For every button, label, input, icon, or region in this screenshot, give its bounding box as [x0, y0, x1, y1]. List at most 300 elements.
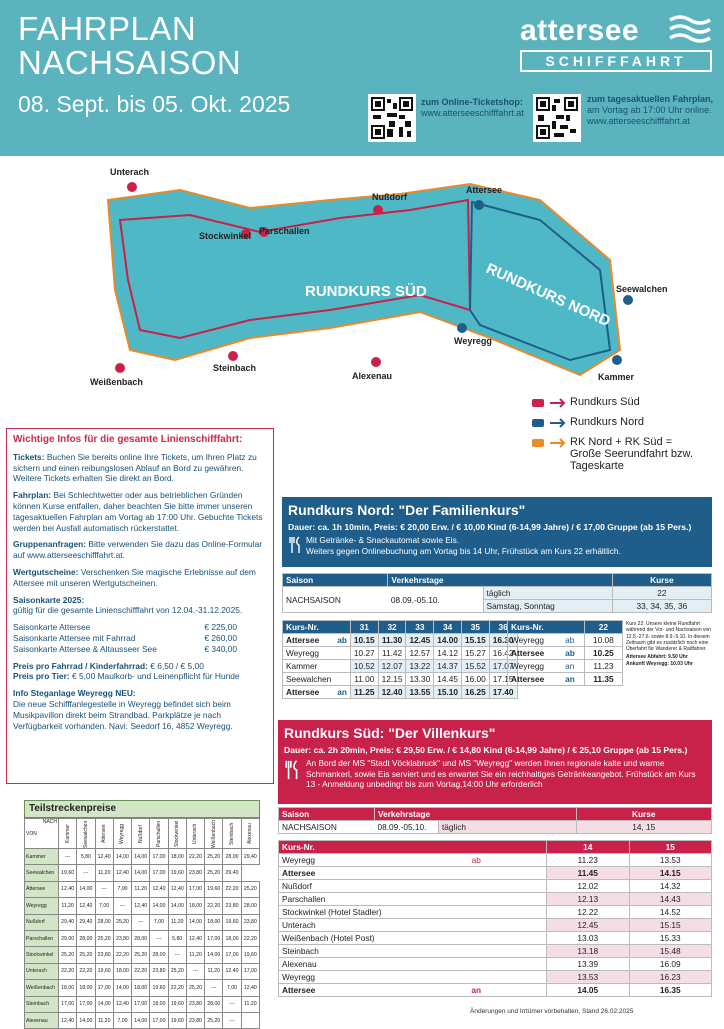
stop-tag [407, 880, 547, 893]
time-cell: 10.25 [584, 647, 622, 660]
tsp-cell: 19,60 [168, 996, 186, 1012]
tsp-cell: 11,20 [205, 963, 223, 979]
tsp-cell: 28,00 [150, 947, 168, 963]
tsp-cell: 12,40 [113, 865, 131, 881]
tsp-row-name: Nußdorf [25, 914, 59, 930]
qr-code-ticketshop[interactable] [368, 94, 416, 142]
info-steganlage: Info Steganlage Weyregg NEU: Die neue Schifffanlegestelle in Weyregg befindet sich beim Musikpavillon direkt beim Strandbad. Parkplätze je nach Verfügbarkeit vorhanden. Navi: Seedorf 16, 4852 Weyregg. [13, 688, 233, 731]
tsp-cell: 11,20 [241, 996, 259, 1012]
teilstrecken-title: Teilstreckenpreise [24, 800, 260, 818]
tsp-cell: 23,80 [186, 1012, 204, 1028]
table-row [25, 996, 260, 1012]
kurs-number: 35 [461, 621, 489, 634]
lake-shape [108, 184, 620, 375]
waves-icon [668, 14, 712, 44]
tsp-cell: 18,00 [205, 914, 223, 930]
tsp-cell: 28,00 [205, 996, 223, 1012]
tsp-cell: 29,40 [241, 849, 259, 865]
tsp-cell: 17,00 [77, 996, 95, 1012]
stop-name: Attersee [508, 647, 563, 660]
tsp-cell: 19,60 [59, 865, 77, 881]
tsp-cell: --- [205, 980, 223, 996]
info-fahrrad: Preis pro Fahrrad / Kinderfahrrad: € 6,50 / € 5,00 Preis pro Tier: € 5,00 Maulkorb- und Leinenpflicht für Hunde [13, 660, 240, 682]
time-cell: 17.07 [489, 660, 517, 673]
time-cell: 15.52 [461, 660, 489, 673]
stop-label: Nußdorf [372, 192, 407, 202]
tsp-row-name: Steinbach [25, 996, 59, 1012]
tsp-cell: 23,80 [186, 865, 204, 881]
stop-marker [228, 351, 238, 361]
ship-arrow-orange-icon [530, 436, 570, 450]
table-row [279, 971, 712, 984]
stop-tag: ab [334, 634, 350, 647]
table-row [283, 634, 518, 647]
time-cell: 13.53 [547, 971, 630, 984]
stop-name: Attersee [279, 984, 407, 997]
info-tickets: Tickets: Buchen Sie bereits online Ihre Tickets, um Ihren Platz zu sichern und einen reibungslosen Ablauf an Bord zu gewähren. Weitere Tickets erhalten Sie direkt an Bord. [13, 451, 257, 484]
stop-name: Weißenbach (Hotel Post) [279, 932, 407, 945]
tsp-cell: 7,00 [223, 980, 241, 996]
stop-label: Unterach [110, 167, 150, 177]
time-cell: 11.23 [584, 660, 622, 673]
table-row [25, 1012, 260, 1028]
stop-tag [407, 867, 547, 880]
tsp-cell: 25,20 [95, 930, 113, 946]
tsp-row-name: Weyregg [25, 898, 59, 914]
map-label-sued: RUNDKURS SÜD [305, 283, 427, 300]
tsp-cell: 19,60 [168, 865, 186, 881]
tsp-cell: --- [223, 996, 241, 1012]
tsp-cell: 25,20 [205, 865, 223, 881]
tsp-cell: 19,60 [95, 963, 113, 979]
kurs-number: 33 [406, 621, 434, 634]
table-row [25, 898, 260, 914]
table-row [279, 854, 712, 867]
nord-note: Mit Getränke- & Snackautomat sowie Eis. Weiters gegen Onlinebuchung am Vortag bis 14 Uhr, Frühstück am Kurs 22 erhältlich. [288, 535, 706, 556]
info-gruppen: Gruppenanfragen: Bitte verwenden Sie dazu das Online-Formular auf www.atterseeschifffahrt.at. [13, 539, 263, 561]
tsp-col-header: Nußdorf [132, 819, 150, 849]
tsp-row-name: Stockwinkel [25, 947, 59, 963]
stop-tag: an [562, 673, 584, 686]
tsp-cell: 17,00 [186, 881, 204, 897]
stop-marker [612, 355, 622, 365]
tsp-cell: 11,20 [168, 914, 186, 930]
stop-tag: ab [407, 854, 547, 867]
tsp-row-name: Weißenbach [25, 980, 59, 996]
tsp-cell: 14,00 [168, 898, 186, 914]
time-cell: 15.27 [461, 647, 489, 660]
tsp-row-name: Attersee [25, 881, 59, 897]
tsp-col-header: Seewalchen [77, 819, 95, 849]
stop-label: Attersee [466, 185, 503, 195]
table-row [283, 660, 518, 673]
time-cell: 16.35 [629, 984, 712, 997]
tsp-row-name: Parschallen [25, 930, 59, 946]
stop-label: Stockwinkel [199, 231, 252, 241]
stop-label: Alexenau [352, 371, 393, 381]
time-cell: 12.07 [378, 660, 406, 673]
table-row [279, 919, 712, 932]
time-cell: 10.15 [350, 634, 378, 647]
kurs-number: 32 [378, 621, 406, 634]
info-fahrplan: Fahrplan: Bei Schlechtwetter oder aus betrieblichen Gründen können Kurse entfallen, daher beachten Sie bitte immer unseren tagesaktuellen Fahrplan am Vortag ab 17:00 Uhr. Gebuchte Tickets werden bei Ausfall automatisch rückerstattet. [13, 490, 263, 533]
tsp-cell: 22,20 [132, 963, 150, 979]
stop-name: Alexenau [279, 958, 407, 971]
stop-name: Weyregg [279, 971, 407, 984]
stop-label: Steinbach [213, 363, 257, 373]
time-cell: 14.12 [434, 647, 462, 660]
stop-name: Weyregg [283, 647, 335, 660]
stop-tag: an [562, 660, 584, 673]
cutlery-icon [288, 536, 302, 554]
tsp-cell: 28,00 [77, 930, 95, 946]
time-cell: 11.00 [350, 673, 378, 686]
tsp-cell: 17,00 [241, 963, 259, 979]
time-cell: 12.57 [406, 647, 434, 660]
stop-label: Seewalchen [616, 284, 668, 294]
ship-arrow-red-icon [530, 396, 570, 410]
time-cell: 13.53 [629, 854, 712, 867]
tsp-cell: 14,00 [150, 898, 168, 914]
stop-tag: an [407, 984, 547, 997]
time-cell: 12.45 [406, 634, 434, 647]
stop-tag: an [334, 686, 350, 699]
legend-both: RK Nord + RK Süd = Große Seerundfahrt bzw. Tageskarte [530, 436, 720, 472]
time-cell: 14.05 [547, 984, 630, 997]
stop-name: Stockwinkel (Hotel Stadler) [279, 906, 407, 919]
tsp-cell: 12,40 [223, 963, 241, 979]
nord-timetable: Kurs-Nr. 31 32 33 34 35 36 Attersee ab 10.15 11.30 12.45 14.00 15.15 16.30 Weyregg 10.27 11.42 12.57 14.12 15.27 16.42 Kammer 10.52 12.07 13.22 14.37 15.52 17.07 Seewalchen 11.00 12.15 13.30 14.45 16.00 17.15 Attersee an 11.25 12.40 13.55 15.10 16.25 17.40 [282, 620, 518, 699]
time-cell: 13.22 [406, 660, 434, 673]
table-row [279, 867, 712, 880]
table-row [25, 963, 260, 979]
kurs-number: 36 [489, 621, 517, 634]
tsp-cell: 14,00 [113, 849, 131, 865]
stop-name: Parschallen [279, 893, 407, 906]
stop-tag [407, 971, 547, 984]
stop-name: Unterach [279, 919, 407, 932]
time-cell: 17.40 [489, 686, 517, 699]
table-row [508, 660, 623, 673]
stop-label: Weyregg [454, 336, 492, 346]
tsp-cell: 28,00 [223, 849, 241, 865]
kurs-number: 15 [629, 841, 712, 854]
tsp-cell: 14,00 [132, 865, 150, 881]
time-cell: 16.30 [489, 634, 517, 647]
tsp-cell: --- [59, 849, 77, 865]
time-cell: 14.43 [629, 893, 712, 906]
tsp-cell: 14,00 [205, 947, 223, 963]
tsp-cell: 14,00 [77, 1012, 95, 1028]
stop-marker [115, 363, 125, 373]
tsp-cell: 17,00 [205, 930, 223, 946]
tsp-cell: 28,00 [132, 930, 150, 946]
tsp-row-name: Seewalchen [25, 865, 59, 881]
time-cell: 12.15 [378, 673, 406, 686]
stop-name: Attersee [283, 686, 335, 699]
tsp-cell: 14,00 [95, 996, 113, 1012]
table-row [283, 686, 518, 699]
tsp-cell: 29,40 [223, 865, 241, 881]
tsp-cell: --- [223, 1012, 241, 1028]
tsp-cell: --- [95, 881, 113, 897]
tsp-cell: 18,00 [223, 930, 241, 946]
tsp-cell [241, 1012, 259, 1028]
tsp-col-header: Parschallen [150, 819, 168, 849]
tsp-cell: 12,40 [59, 881, 77, 897]
stop-name: Attersee [283, 634, 335, 647]
time-cell: 14.15 [629, 867, 712, 880]
tsp-cell: 22,20 [77, 963, 95, 979]
tsp-cell: 25,20 [77, 947, 95, 963]
info-gutscheine: Wertgutscheine: Verschenken Sie magische Erlebnisse auf dem Attersee mit unseren Wertgutscheinen. [13, 566, 256, 588]
qr-ticketshop-text: zum Online-Ticketshop: www.atterseeschifffahrt.at [421, 97, 524, 118]
tsp-cell: 18,00 [59, 980, 77, 996]
stop-tag [407, 919, 547, 932]
time-cell: 12.45 [547, 919, 630, 932]
tsp-cell: 23,80 [186, 996, 204, 1012]
stop-marker [474, 200, 484, 210]
stop-label: Weißenbach [90, 377, 143, 387]
legend-sued: Rundkurs Süd [530, 396, 720, 410]
tsp-cell: --- [186, 963, 204, 979]
table-row [279, 893, 712, 906]
tsp-col-header: Kammer [59, 819, 77, 849]
stop-name: Attersee [279, 867, 407, 880]
tsp-cell: 14,00 [132, 1012, 150, 1028]
tsp-cell: 22,20 [59, 963, 77, 979]
tsp-cell: 11,20 [59, 898, 77, 914]
tsp-cell: 25,20 [205, 849, 223, 865]
tsp-cell: 17,00 [150, 1012, 168, 1028]
tsp-cell: 18,00 [186, 898, 204, 914]
tsp-cell: 23,80 [95, 947, 113, 963]
tsp-col-header: Weyregg [113, 819, 131, 849]
time-cell: 14.52 [629, 906, 712, 919]
time-cell: 14.00 [434, 634, 462, 647]
tsp-cell: 17,00 [223, 947, 241, 963]
tsp-cell: 19,60 [168, 1012, 186, 1028]
sued-title: Rundkurs Süd: "Der Villenkurs" [284, 725, 496, 741]
tsp-cell: 25,20 [168, 963, 186, 979]
tsp-col-header: Stockwinkel [168, 819, 186, 849]
table-row [279, 932, 712, 945]
stop-tag [334, 660, 350, 673]
table-row [25, 914, 260, 930]
tsp-cell: 18,00 [168, 849, 186, 865]
table-row [283, 673, 518, 686]
tsp-cell: 23,80 [150, 963, 168, 979]
table-row [279, 906, 712, 919]
stop-tag [334, 647, 350, 660]
tsp-cell: 11,20 [95, 865, 113, 881]
sued-timetable: Kurs-Nr. 14 15 Weyregg ab 11.23 13.53 Attersee 11.45 14.15 Nußdorf 12.02 14.32 Parschallen 12.13 14.43 Stockwinkel (Hotel Stadler) 12.22 14.52 Unterach 12.45 15.15 Weißenbach (Hotel Post) 13.03 15.33 Steinbach 13.18 15.48 Alexenau 13.39 16.09 Weyregg 13.53 16.23 Attersee an 14.05 16.35 [278, 840, 712, 997]
tsp-row-name: Alexenau [25, 1012, 59, 1028]
table-row [25, 930, 260, 946]
tsp-cell: 19,60 [241, 947, 259, 963]
time-cell: 16.09 [629, 958, 712, 971]
info-saisonkarte: Saisonkarte 2025: gültig für die gesamte Linienschifffahrt von 12.04.-31.12.2025. [13, 594, 243, 616]
tsp-cell: 22,20 [113, 947, 131, 963]
time-cell: 16.00 [461, 673, 489, 686]
tsp-cell: 29,40 [77, 914, 95, 930]
time-cell: 11.30 [378, 634, 406, 647]
table-row [25, 849, 260, 865]
time-cell: 16.25 [461, 686, 489, 699]
nord-season-table: Saison Verkehrstage Kurse NACHSAISON 08.09.-05.10. täglich 22 Samstag, Sonntag 33, 34, 35, 36 [282, 573, 712, 613]
saisonkarte-prices: Saisonkarte Attersee Saisonkarte Attersee mit Fahrrad Saisonkarte Attersee & Altausseer See € 225,00 € 260,00 € 340,00 [13, 622, 237, 654]
tsp-cell: --- [132, 914, 150, 930]
time-cell: 13.18 [547, 945, 630, 958]
map-legend [530, 396, 720, 478]
tsp-cell: 22,20 [241, 930, 259, 946]
tsp-cell: 23,80 [113, 930, 131, 946]
stop-tag: ab [562, 634, 584, 647]
time-cell: 14.32 [629, 880, 712, 893]
time-cell: 15.10 [434, 686, 462, 699]
page-title: FAHRPLAN NACHSAISON [18, 10, 242, 81]
tsp-cell: 7,00 [113, 1012, 131, 1028]
tsp-cell: 25,20 [59, 947, 77, 963]
time-cell: 10.52 [350, 660, 378, 673]
kurs-number: 14 [547, 841, 630, 854]
tsp-cell: --- [113, 898, 131, 914]
time-cell: 13.03 [547, 932, 630, 945]
qr-code-fahrplan[interactable] [533, 94, 581, 142]
tsp-cell: --- [168, 947, 186, 963]
stop-marker [127, 182, 137, 192]
time-cell: 15.15 [461, 634, 489, 647]
tsp-corner: NACH VON [25, 819, 59, 849]
time-cell: 17.15 [489, 673, 517, 686]
tsp-cell: 17,00 [150, 865, 168, 881]
tsp-cell: 29,00 [59, 930, 77, 946]
tsp-cell: 14,00 [113, 980, 131, 996]
stop-marker [373, 205, 383, 215]
tsp-cell: 14,00 [186, 914, 204, 930]
legend-nord: Rundkurs Nord [530, 416, 720, 430]
tsp-cell: --- [150, 930, 168, 946]
tsp-cell: 17,00 [95, 980, 113, 996]
table-row [279, 958, 712, 971]
nord-dauer: Dauer: ca. 1h 10min, Preis: € 20,00 Erw. / € 10,00 Kind (6-14,99 Jahre) / € 17,00 Gruppe (ab 15 Pers.) [288, 522, 692, 532]
kurs22-timetable: Kurs-Nr. 22 Weyregg ab 10.08 Attersee ab 10.25 Weyregg an 11.23 Attersee an 11.35 [507, 620, 623, 686]
stop-name: Weyregg [508, 660, 563, 673]
qr-icon [536, 97, 578, 139]
tsp-cell: 19,60 [223, 914, 241, 930]
time-cell: 11.23 [547, 854, 630, 867]
kurs-number: 34 [434, 621, 462, 634]
tsp-cell: 12,40 [241, 980, 259, 996]
tsp-cell: 12,40 [186, 930, 204, 946]
tsp-cell: 18,00 [132, 980, 150, 996]
ship-arrow-blue-icon [530, 416, 570, 430]
tsp-cell: 18,00 [113, 963, 131, 979]
info-heading: Wichtige Infos für die gesamte Linienschifffahrt: [13, 434, 243, 445]
tsp-cell: 5,80 [77, 849, 95, 865]
stop-name: Attersee [508, 673, 563, 686]
tsp-cell: 25,20 [132, 947, 150, 963]
sued-note: An Bord der MS "Stadt Vöcklabruck" und MS "Weyregg" werden Ihnen regionale kalte und warme Schmankerl, sowie Eis serviert und es erwartet Sie ein reichhaltiges Getränkeangebot. Frühstück am Kurs 13 - Anmeldung unbedingt bis zum Vortag,14:00 Uhr erforderlich [284, 758, 706, 790]
tsp-cell: 7,00 [113, 881, 131, 897]
table-row [25, 881, 260, 897]
stop-name: Kammer [283, 660, 335, 673]
tsp-cell: 25,20 [113, 914, 131, 930]
stop-marker [623, 295, 633, 305]
info-box [6, 428, 274, 784]
table-row [25, 980, 260, 996]
tsp-cell: 18,00 [150, 996, 168, 1012]
table-row [508, 647, 623, 660]
tsp-cell: 7,00 [95, 898, 113, 914]
tsp-col-header: Steinbach [223, 819, 241, 849]
tsp-cell: 11,20 [186, 947, 204, 963]
stop-name: Seewalchen [283, 673, 335, 686]
time-cell: 16.42 [489, 647, 517, 660]
tsp-cell: 17,00 [59, 996, 77, 1012]
table-row [508, 673, 623, 686]
time-cell: 12.40 [378, 686, 406, 699]
time-cell: 11.45 [547, 867, 630, 880]
tsp-cell: 28,00 [241, 898, 259, 914]
tsp-cell: 25,20 [205, 1012, 223, 1028]
tsp-row-name: Unterach [25, 963, 59, 979]
qr-icon [371, 97, 413, 139]
stop-name: Weyregg [279, 854, 407, 867]
table-row [279, 984, 712, 997]
stop-name: Nußdorf [279, 880, 407, 893]
tsp-cell: 12,40 [132, 898, 150, 914]
tsp-cell: 12,40 [95, 849, 113, 865]
table-row [25, 947, 260, 963]
time-cell: 15.15 [629, 919, 712, 932]
tsp-col-header: Weißenbach [205, 819, 223, 849]
fahrplan-url[interactable]: www.atterseeschifffahrt.at [587, 116, 690, 126]
tsp-col-header: Unterach [186, 819, 204, 849]
tsp-cell: 7,00 [150, 914, 168, 930]
time-cell: 11.35 [584, 673, 622, 686]
tsp-cell: 22,20 [168, 980, 186, 996]
kurs-number: 31 [350, 621, 378, 634]
stop-marker [457, 323, 467, 333]
time-cell: 15.33 [629, 932, 712, 945]
tsp-cell: 17,00 [150, 849, 168, 865]
time-cell: 12.22 [547, 906, 630, 919]
stop-tag [407, 893, 547, 906]
ticketshop-url[interactable]: www.atterseeschifffahrt.at [421, 108, 524, 118]
time-cell: 15.48 [629, 945, 712, 958]
tsp-cell: 17,00 [132, 996, 150, 1012]
stop-tag [407, 932, 547, 945]
kurs22-note: Kurs 22: Unsere kleine Rundfahrt während der Vor- und Nachsaison von 12.5.-27.6. sowie 8.9.-5.10. In diesem Zeitraum gibt es zusätzlich noch eine Überfahrt für Wanderer & Radfahrer. Attersee Abfahrt: 9.50 Uhr Ankunft Weyregg: 10.03 Uhr [626, 621, 712, 667]
season-dates: 08. Sept. bis 05. Okt. 2025 [18, 91, 291, 117]
qr-fahrplan-text: zum tagesaktuellen Fahrplan, am Vortag ab 17:00 Uhr online. www.atterseeschifffahrt.at [587, 94, 714, 126]
tsp-cell: 12,40 [77, 898, 95, 914]
stop-name: Steinbach [279, 945, 407, 958]
stop-tag [407, 945, 547, 958]
tsp-cell: 28,00 [95, 914, 113, 930]
nord-header [282, 497, 712, 567]
time-cell: 13.39 [547, 958, 630, 971]
stop-marker [371, 357, 381, 367]
teilstrecken-table [24, 818, 260, 1029]
tsp-cell: 5,80 [168, 930, 186, 946]
tsp-cell: 23,80 [223, 898, 241, 914]
table-row [508, 634, 623, 647]
table-row [279, 945, 712, 958]
sued-season-table: Saison Verkehrstage Kurse NACHSAISON 08.09.-05.10. täglich 14, 15 [278, 807, 712, 834]
table-row [25, 865, 260, 881]
